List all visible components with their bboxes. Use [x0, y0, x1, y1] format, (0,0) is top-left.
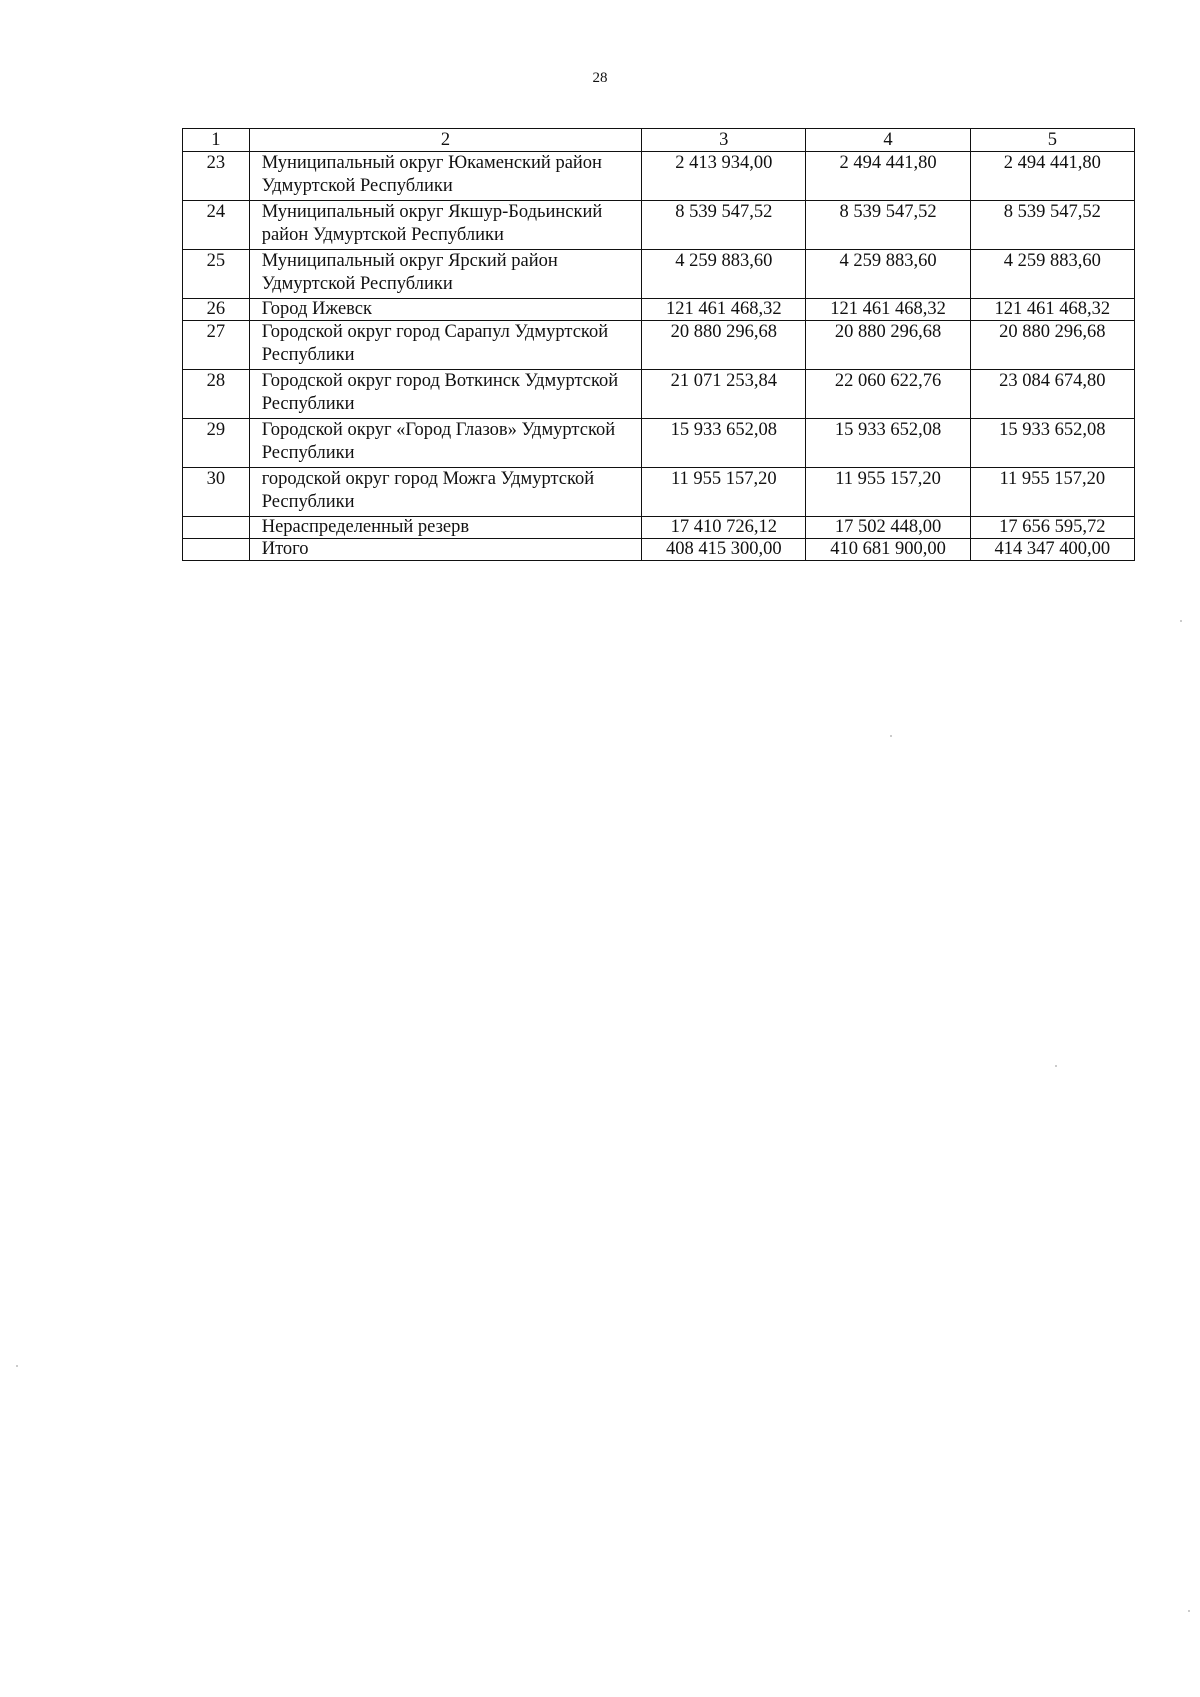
row-value-col3: 2 413 934,00 — [642, 152, 806, 201]
row-number: 23 — [183, 152, 250, 201]
row-value-col5: 121 461 468,32 — [970, 299, 1134, 321]
table-row — [183, 250, 1135, 299]
row-number: 25 — [183, 250, 250, 299]
row-value-col4: 4 259 883,60 — [806, 250, 970, 299]
row-name: Муниципальный округ Ярский район Удмуртской Республики — [249, 250, 641, 299]
row-value-col5: 15 933 652,08 — [970, 419, 1134, 468]
scan-speck — [890, 735, 892, 737]
row-value-col3: 4 259 883,60 — [642, 250, 806, 299]
header-cell-2: 2 — [249, 129, 641, 152]
table-header-row — [183, 129, 1135, 152]
row-name: Городской округ город Сарапул Удмуртской Республики — [249, 321, 641, 370]
table-row — [183, 419, 1135, 468]
table-row — [183, 299, 1135, 321]
row-name: Итого — [249, 539, 641, 561]
row-value-col5: 2 494 441,80 — [970, 152, 1134, 201]
header-cell-5: 5 — [970, 129, 1134, 152]
row-value-col4: 20 880 296,68 — [806, 321, 970, 370]
row-value-col5: 8 539 547,52 — [970, 201, 1134, 250]
row-value-col3: 121 461 468,32 — [642, 299, 806, 321]
row-value-col3: 20 880 296,68 — [642, 321, 806, 370]
row-value-col4: 2 494 441,80 — [806, 152, 970, 201]
row-name: Городской округ город Воткинск Удмуртской Республики — [249, 370, 641, 419]
row-value-col5: 17 656 595,72 — [970, 517, 1134, 539]
table-row — [183, 370, 1135, 419]
scan-speck — [1188, 1610, 1190, 1612]
table-row — [183, 201, 1135, 250]
row-number — [183, 539, 250, 561]
table-row — [183, 321, 1135, 370]
row-name: Городской округ «Город Глазов» Удмуртской Республики — [249, 419, 641, 468]
budget-table — [182, 128, 1135, 561]
page-number: 28 — [592, 70, 608, 86]
row-name: Муниципальный округ Юкаменский район Удмуртской Республики — [249, 152, 641, 201]
row-value-col4: 11 955 157,20 — [806, 468, 970, 517]
scan-speck — [1055, 1065, 1057, 1067]
header-cell-1: 1 — [183, 129, 250, 152]
row-value-col3: 15 933 652,08 — [642, 419, 806, 468]
row-value-col5: 414 347 400,00 — [970, 539, 1134, 561]
row-number: 30 — [183, 468, 250, 517]
row-value-col5: 4 259 883,60 — [970, 250, 1134, 299]
row-value-col5: 23 084 674,80 — [970, 370, 1134, 419]
row-name: Муниципальный округ Якшур-Бодьинский район Удмуртской Республики — [249, 201, 641, 250]
row-value-col5: 20 880 296,68 — [970, 321, 1134, 370]
table-row — [183, 468, 1135, 517]
row-number: 26 — [183, 299, 250, 321]
row-number: 27 — [183, 321, 250, 370]
scan-speck — [1180, 620, 1182, 622]
header-cell-3: 3 — [642, 129, 806, 152]
row-value-col5: 11 955 157,20 — [970, 468, 1134, 517]
header-cell-4: 4 — [806, 129, 970, 152]
row-number: 24 — [183, 201, 250, 250]
row-value-col3: 17 410 726,12 — [642, 517, 806, 539]
row-value-col3: 21 071 253,84 — [642, 370, 806, 419]
row-value-col3: 11 955 157,20 — [642, 468, 806, 517]
table-row — [183, 152, 1135, 201]
row-number: 28 — [183, 370, 250, 419]
row-value-col3: 408 415 300,00 — [642, 539, 806, 561]
row-value-col4: 17 502 448,00 — [806, 517, 970, 539]
table-row-reserve — [183, 517, 1135, 539]
scan-speck — [16, 1365, 18, 1367]
row-value-col4: 410 681 900,00 — [806, 539, 970, 561]
row-number: 29 — [183, 419, 250, 468]
row-value-col4: 121 461 468,32 — [806, 299, 970, 321]
row-value-col4: 22 060 622,76 — [806, 370, 970, 419]
row-value-col4: 15 933 652,08 — [806, 419, 970, 468]
row-value-col4: 8 539 547,52 — [806, 201, 970, 250]
row-value-col3: 8 539 547,52 — [642, 201, 806, 250]
table-row-total — [183, 539, 1135, 561]
row-name: Город Ижевск — [249, 299, 641, 321]
row-name: городской округ город Можга Удмуртской Республики — [249, 468, 641, 517]
row-number — [183, 517, 250, 539]
row-name: Нераспределенный резерв — [249, 517, 641, 539]
